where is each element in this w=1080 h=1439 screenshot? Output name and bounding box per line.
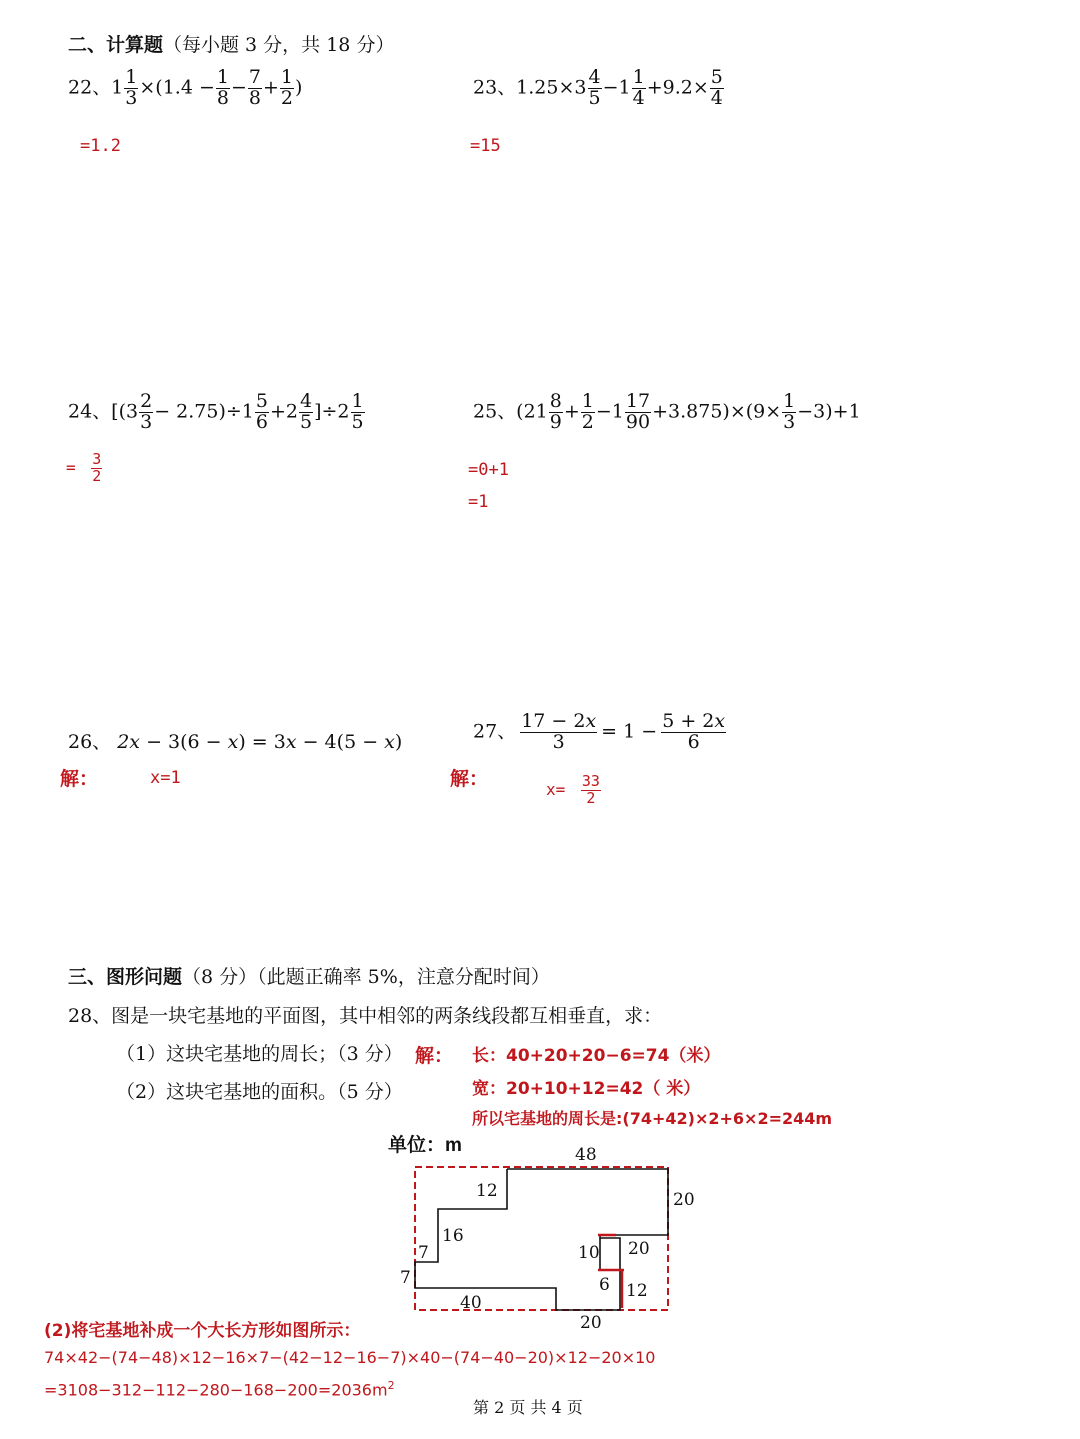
answer-23: =15 (470, 136, 501, 156)
area-solution-intro: (2)将宅基地补成一个大长方形如图所示： (44, 1321, 361, 1341)
area-unit-superscript: 2 (387, 1379, 395, 1392)
dim-12-right: 12 (626, 1281, 648, 1301)
section2-heading (68, 30, 394, 57)
answer-25-line2: =1 (468, 492, 489, 512)
solution-28-length: 长：40+20+20−6=74（米） (472, 1046, 721, 1066)
problem-23: 23、1.25×3 $\frac{4}{5}$ −1 $\frac{1}{4}$ +9.2× $\frac{5}{4}$ (473, 66, 723, 109)
notch-outline (600, 1238, 620, 1270)
section3-note: （8 分）（此题正确率 5%，注意分配时间） (182, 966, 550, 988)
problem-28-part2: （2）这块宅基地的面积。（5 分） (116, 1081, 403, 1103)
problem-24: 24、[(3 $\frac{2}{3}$ − 2.75)÷1 $\frac{5}{6}$ +2 $\frac{4}{5}$ ]÷2 $\frac{1}{5}$ (68, 390, 364, 433)
section2-note: （每小题 3 分，共 18 分） (163, 34, 395, 56)
problem-27: 27、 $\frac{17 - 2x}{3}$ = 1 − $\frac{5 + 2x}{6}$ (473, 710, 726, 753)
answer-27-prefix: x= (546, 779, 566, 799)
solution-28-width: 宽：20+10+12=42（ 米） (472, 1079, 701, 1099)
section3-heading (68, 962, 550, 989)
answer-25-line1: =0+1 (468, 460, 509, 480)
area-solution-line2: $=3108-312-112-280-168-200=2036m^2$ (44, 1379, 395, 1400)
solution-28-label: 解： (415, 1045, 454, 1067)
dim-7-outer: 7 (400, 1268, 411, 1288)
dim-48: 48 (575, 1145, 597, 1165)
answer-22: =1.2 (80, 136, 121, 156)
dim-20-bottom: 20 (580, 1313, 602, 1333)
land-plan-figure (380, 1140, 720, 1340)
dim-12-top: 12 (476, 1181, 498, 1201)
answer-24-prefix: = (66, 457, 76, 477)
page-footer: 第 2 页 共 4 页 (473, 1398, 583, 1417)
answer-24-fraction: $\frac{3}{2}$ (92, 450, 102, 485)
problem-26: 26、 2x − 3(6 − x) = 3x − 4(5 − x) (68, 731, 403, 753)
problem-28-stem: 28、图是一块宅基地的平面图，其中相邻的两条线段都互相垂直，求： (68, 1005, 663, 1027)
dim-7-inner: 7 (418, 1243, 429, 1263)
answer-26: x=1 (150, 768, 181, 788)
answer-24 (66, 452, 103, 485)
dim-20-inner: 20 (628, 1239, 650, 1259)
dim-40: 40 (460, 1293, 482, 1313)
problem-28-part1: （1）这块宅基地的周长；（3 分） (116, 1043, 403, 1065)
problem-25: 25、(21 $\frac{8}{9}$ + $\frac{1}{2}$ −1 $\frac{17}{90}$ +3.875)×(9× $\frac{1}{3}$ −3)+1 (473, 390, 861, 433)
figure-unit-label: 单位：m (388, 1135, 462, 1156)
section2-title: 二、计算题 (68, 34, 164, 56)
dim-10: 10 (578, 1243, 600, 1263)
area-solution-line1: 74×42−(74−48)×12−16×7−(42−12−16−7)×40−(74−40−20)×12−20×10 (44, 1348, 656, 1367)
answer-27-fraction: $\frac{33}{2}$ (581, 772, 600, 807)
section3-title: 三、图形问题 (68, 966, 183, 988)
solution-28-perimeter: 所以宅基地的周长是:(74+42)×2+6×2=244m (472, 1109, 833, 1128)
dim-20-right: 20 (673, 1190, 695, 1210)
dim-16: 16 (442, 1226, 464, 1246)
problem-22: 22、1 $\frac{1}{3}$ ×(1.4 − $\frac{1}{8}$ − $\frac{7}{8}$ + $\frac{1}{2}$ ) (68, 66, 303, 109)
answer-26-label: 解： (60, 768, 99, 790)
answer-27-label: 解： (450, 768, 489, 790)
answer-27 (546, 774, 602, 807)
dim-6: 6 (599, 1275, 610, 1295)
